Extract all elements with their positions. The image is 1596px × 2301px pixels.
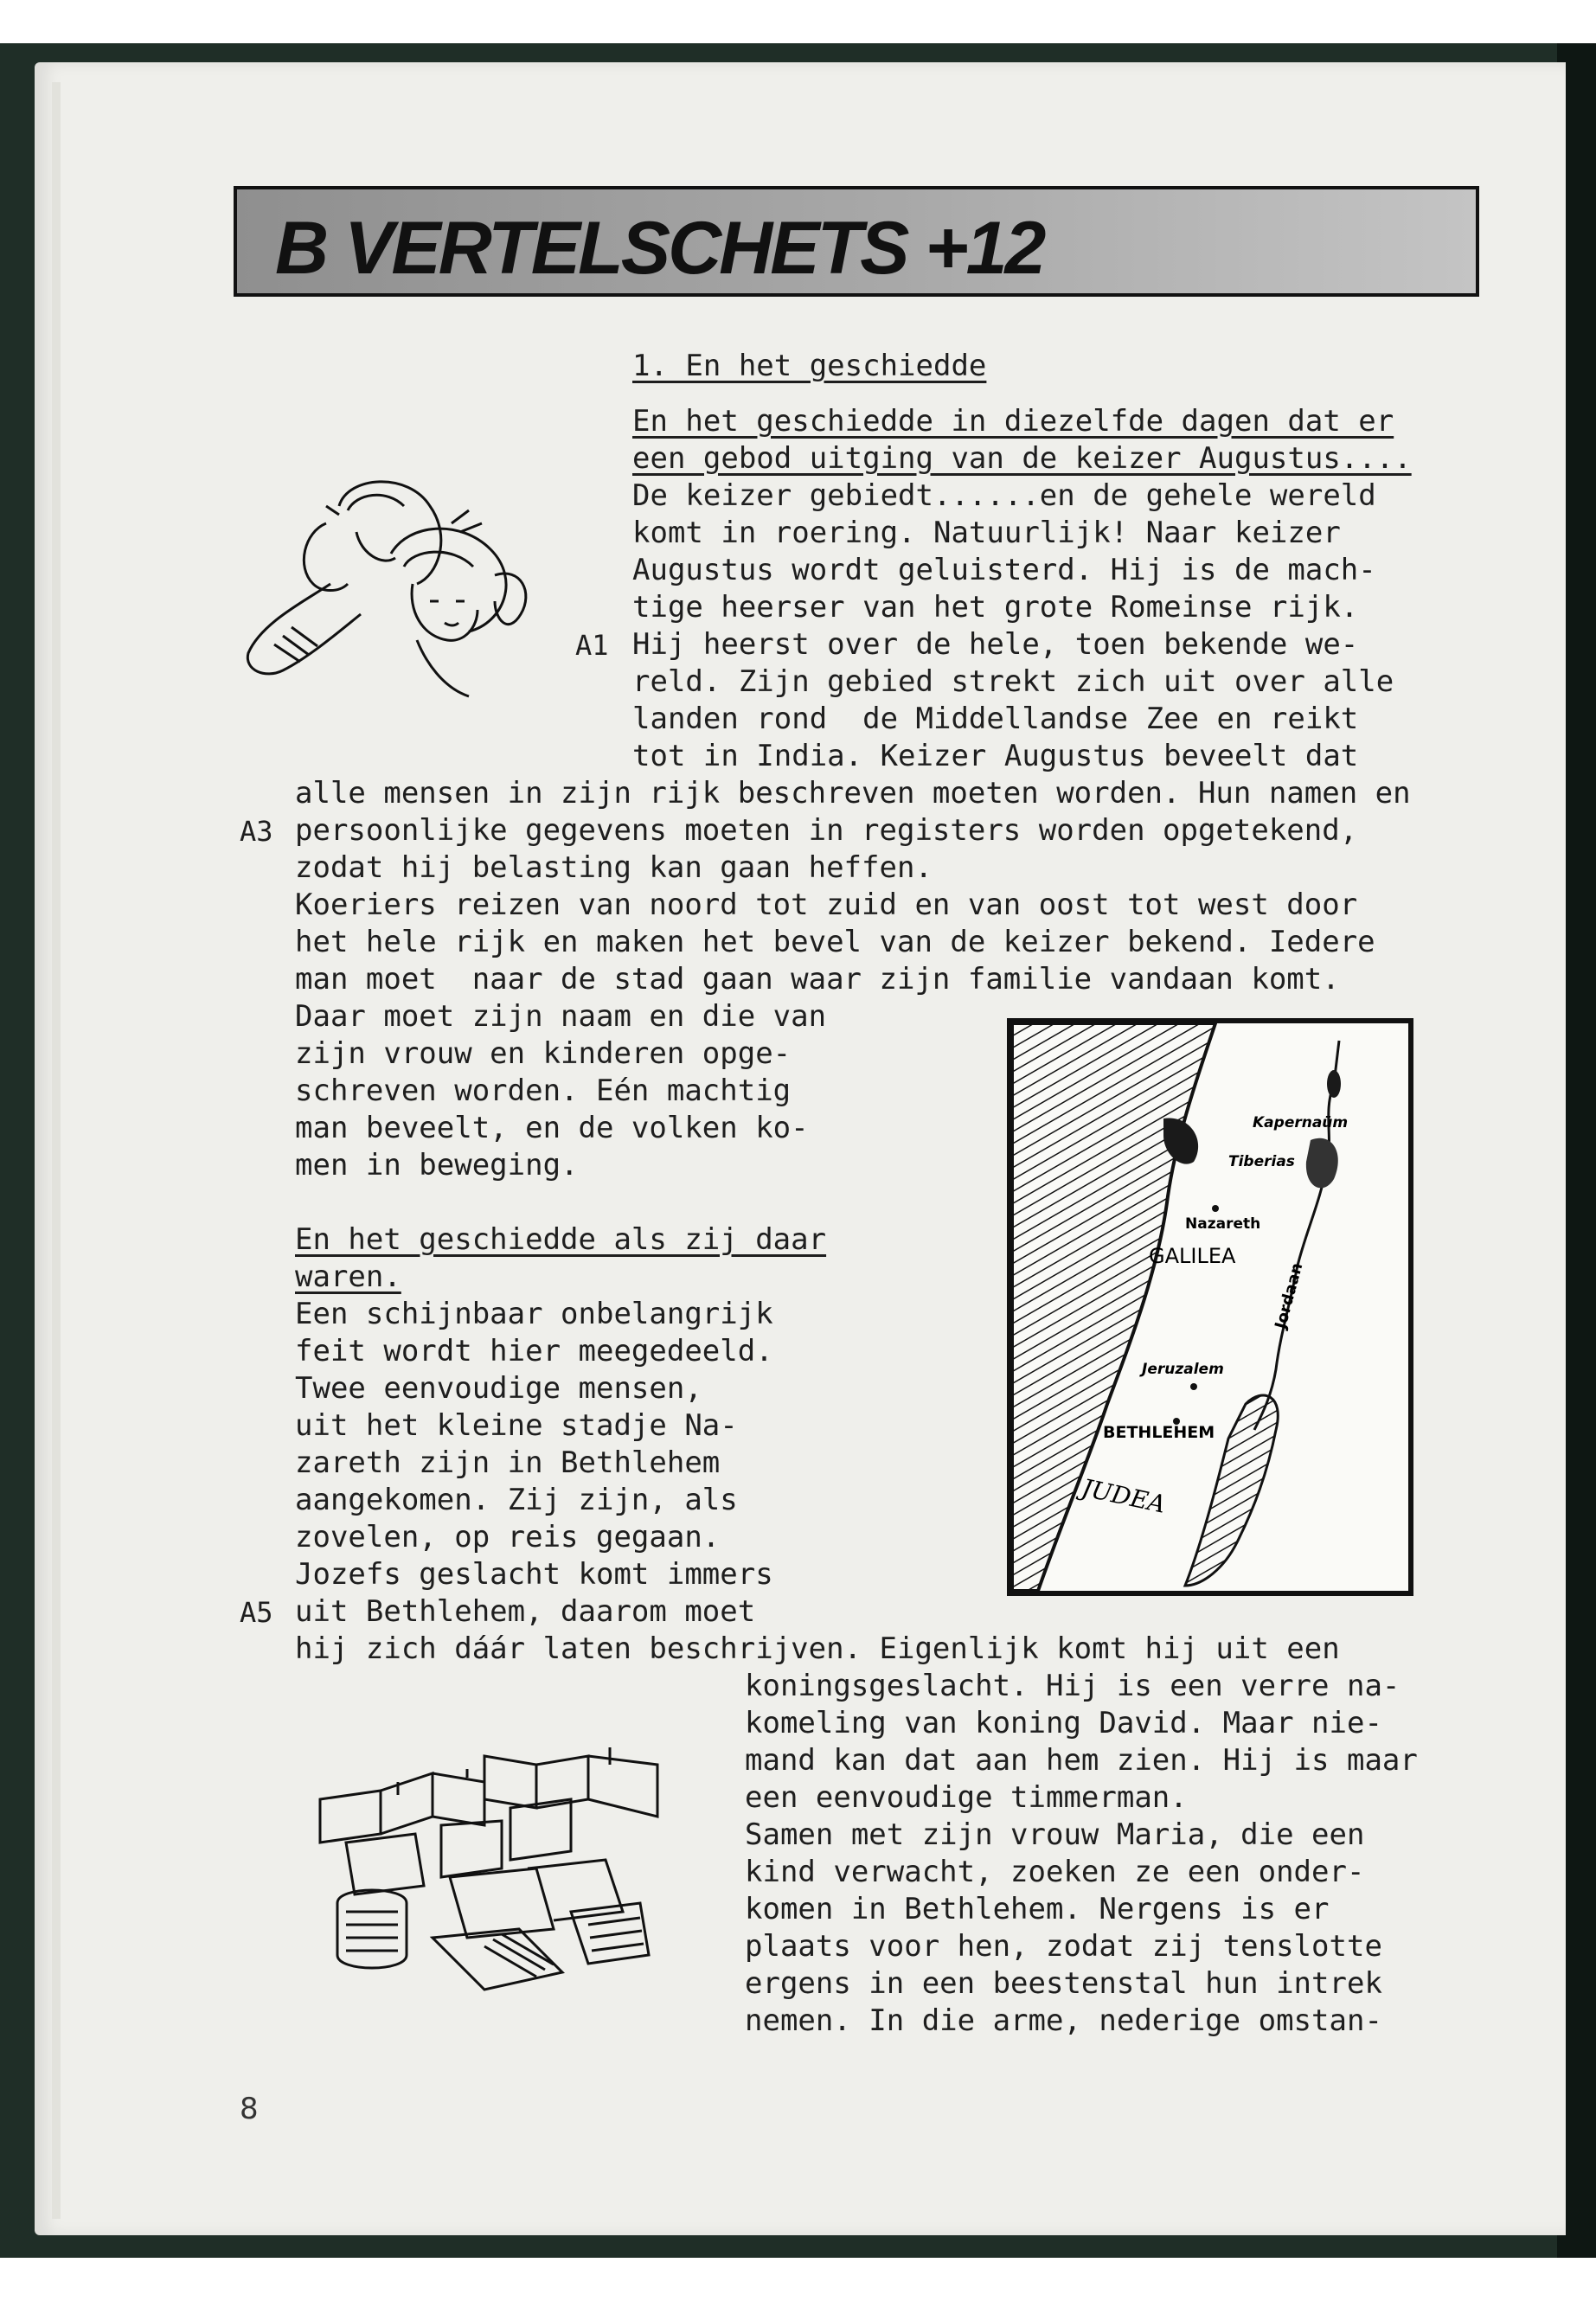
map-label-bethlehem: BETHLEHEM: [1103, 1423, 1215, 1442]
text-line: man beveelt, en de volken ko-: [295, 1111, 809, 1145]
text-line: Jozefs geslacht komt immers: [295, 1557, 773, 1592]
text-line: mand kan dat aan hem zien. Hij is maar: [745, 1743, 1418, 1778]
banner-title: B VERTELSCHETS +12: [275, 207, 1044, 290]
text-line: nemen. In die arme, nederige omstan-: [745, 2003, 1382, 2038]
text-line: tot in India. Keizer Augustus beveelt dat: [632, 739, 1359, 773]
text-line: alle mensen in zijn rijk beschreven moeten worden. Hun namen en: [295, 776, 1411, 811]
text-line: uit het kleine stadje Na-: [295, 1408, 738, 1443]
section2-heading-line1: En het geschiedde als zij daar: [295, 1222, 827, 1257]
text-line: Koeriers reizen van noord tot zuid en van oost tot west door: [295, 888, 1358, 922]
text-line: tige heerser van het grote Romeinse rijk.: [632, 590, 1359, 625]
map-label-tiberias: Tiberias: [1228, 1153, 1295, 1170]
bethlehem-village-illustration: [311, 1739, 675, 1998]
text-line: landen rond de Middellandse Zee en reikt: [632, 702, 1359, 736]
text-line: man moet naar de stad gaan waar zijn familie vandaan komt.: [295, 962, 1340, 997]
map-of-palestine: [1007, 1018, 1413, 1596]
text-line: zodat hij belasting kan gaan heffen.: [295, 850, 933, 885]
text-line: plaats voor hen, zodat zij tenslotte: [745, 1929, 1382, 1964]
text-line: uit Bethlehem, daarom moet: [295, 1594, 756, 1629]
map-label-galilea: GALILEA: [1149, 1244, 1236, 1268]
text-line: Een schijnbaar onbelangrijk: [295, 1297, 773, 1331]
text-line: kind verwacht, zoeken ze een onder-: [745, 1855, 1365, 1889]
map-label-jeruzalem: Jeruzalem: [1142, 1361, 1224, 1378]
text-line: Hij heerst over de hele, toen bekende we-: [632, 627, 1359, 662]
margin-mark-a3: A3: [240, 815, 273, 848]
section1-quote-line2: een gebod uitging van de keizer Augustus....: [632, 441, 1412, 476]
text-line: Augustus wordt geluisterd. Hij is de mach-: [632, 553, 1376, 587]
text-line: men in beweging.: [295, 1148, 579, 1183]
text-line: zareth zijn in Bethlehem: [295, 1445, 721, 1480]
map-label-nazareth: Nazareth: [1185, 1215, 1261, 1233]
margin-mark-a5: A5: [240, 1596, 273, 1629]
text-line: komt in roering. Natuurlijk! Naar keizer: [632, 516, 1341, 550]
text-line: koningsgeslacht. Hij is een verre na-: [745, 1669, 1401, 1703]
text-line: hij zich dáár laten beschrijven. Eigenlijk komt hij uit een: [295, 1631, 1340, 1666]
page-number: 8: [240, 2092, 259, 2126]
text-line: komeling van koning David. Maar nie-: [745, 1706, 1382, 1740]
section1-quote-line1: En het geschiedde in diezelfde dagen dat er: [632, 404, 1394, 439]
text-line: een eenvoudige timmerman.: [745, 1780, 1188, 1815]
text-line: De keizer gebiedt......en de gehele wereld: [632, 478, 1376, 513]
children-illustration: [244, 471, 538, 705]
text-line: feit wordt hier meegedeeld.: [295, 1334, 773, 1368]
text-line: Daar moet zijn naam en die van: [295, 999, 827, 1034]
margin-mark-a1: A1: [575, 629, 609, 662]
text-line: Twee eenvoudige mensen,: [295, 1371, 702, 1406]
text-line: aangekomen. Zij zijn, als: [295, 1483, 738, 1517]
text-line: het hele rijk en maken het bevel van de keizer bekend. Iedere: [295, 925, 1375, 959]
page-edge: [52, 82, 61, 2219]
text-line: reld. Zijn gebied strekt zich uit over alle: [632, 664, 1394, 699]
text-line: persoonlijke gegevens moeten in registers worden opgetekend,: [295, 813, 1358, 848]
section2-heading-line2: waren.: [295, 1259, 401, 1294]
map-label-judea: JUDEA: [1079, 1473, 1169, 1519]
text-line: Samen met zijn vrouw Maria, die een: [745, 1817, 1365, 1852]
text-line: komen in Bethlehem. Nergens is er: [745, 1892, 1330, 1926]
text-line: zovelen, op reis gegaan.: [295, 1520, 721, 1554]
text-line: zijn vrouw en kinderen opge-: [295, 1036, 792, 1071]
section1-heading: 1. En het geschiedde: [632, 349, 987, 383]
text-line: ergens in een beestenstal hun intrek: [745, 1966, 1382, 2001]
map-label-kapernaum: Kapernaüm: [1253, 1114, 1349, 1131]
text-line: schreven worden. Eén machtig: [295, 1074, 792, 1108]
map-label-jordaan: Jordaan: [1272, 1260, 1307, 1331]
